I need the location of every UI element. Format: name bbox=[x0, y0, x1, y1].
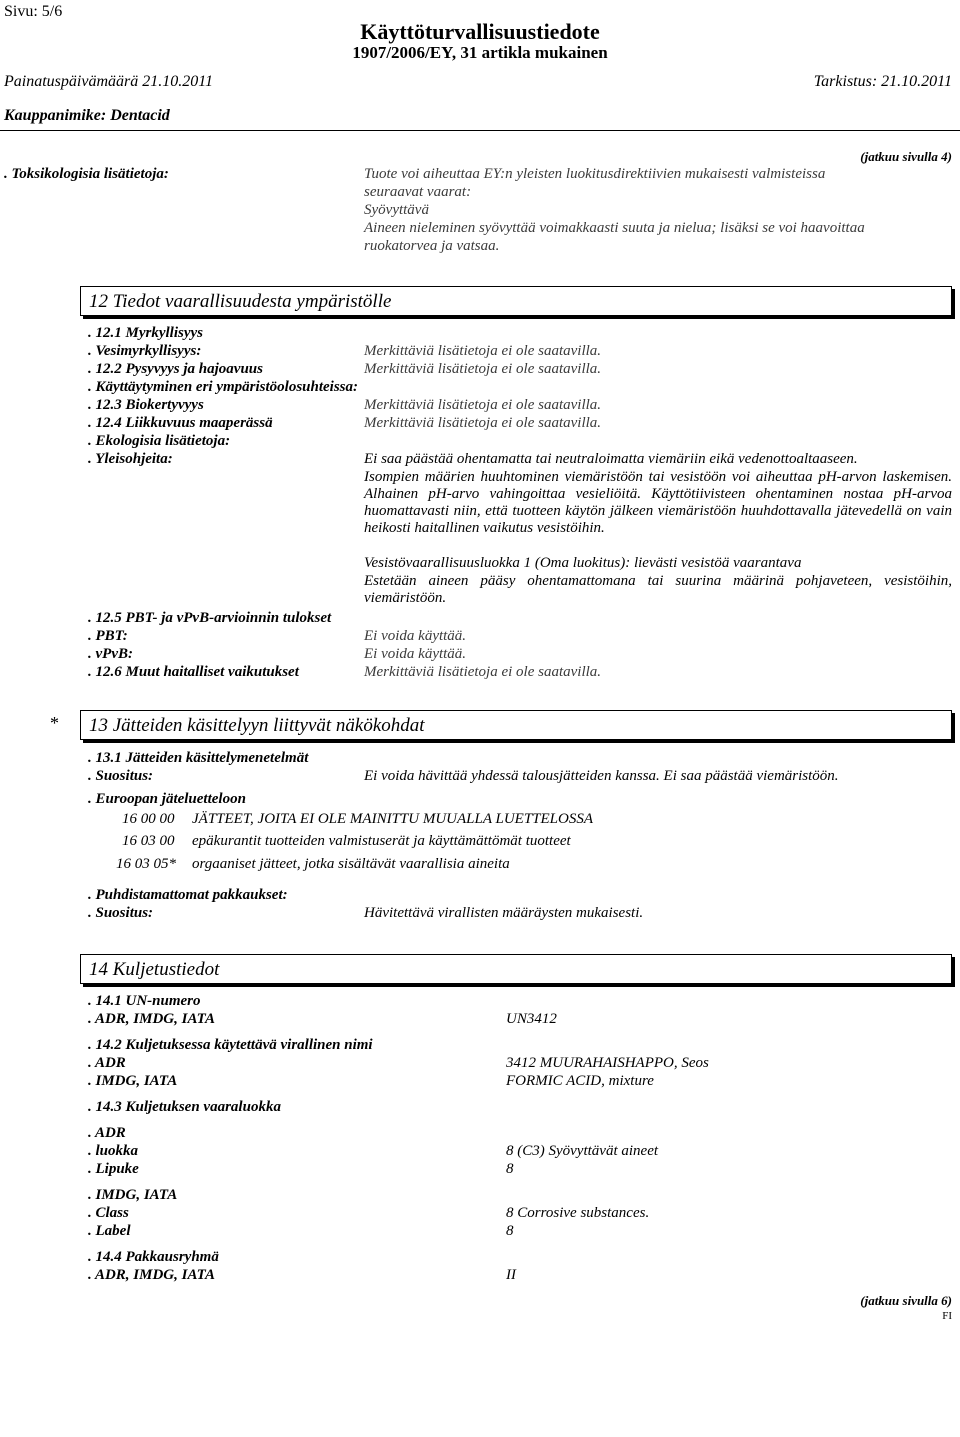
s12-vpvb-value: Ei voida käyttää. bbox=[364, 646, 467, 662]
s14-luokka-label: . luokka bbox=[88, 1143, 139, 1159]
s12-vpvb-label: . vPvB: bbox=[88, 646, 133, 662]
s12-aquatic-value: Merkittäviä lisätietoja ei ole saatavilla. bbox=[364, 343, 602, 359]
s14-adr-value: 3412 MUURAHAISHAPPO, Seos bbox=[506, 1055, 709, 1071]
s14-pack-label: . ADR, IMDG, IATA bbox=[88, 1267, 215, 1283]
section-13-title: 13 Jätteiden käsittelyyn liittyvät näkökohdat bbox=[89, 715, 425, 736]
print-date: Painatuspäivämäärä 21.10.2011 bbox=[4, 73, 214, 90]
s12-pbt-results: . 12.5 PBT- ja vPvB-arvioinnin tulokset bbox=[88, 610, 332, 626]
s12-mobility-value: Merkittäviä lisätietoja ei ole saatavilla. bbox=[364, 415, 602, 431]
tox-line4: Aineen nieleminen syövyttää voimakkaasti suuta ja nielua; lisäksi se voi haavoittaa bbox=[364, 220, 865, 236]
s13-recommendation-value: Ei voida hävittää yhdessä talousjätteiden kanssa. Ei saa päästää viemäristöön. bbox=[364, 768, 839, 784]
s12-general-label: . Yleisohjeita: bbox=[88, 451, 173, 467]
waste-code: 16 00 00 bbox=[122, 811, 175, 827]
s12-general-line1: Ei saa päästää ohentamatta tai neutraloimatta viemäriin eikä vedenottoaltaaseen. bbox=[364, 451, 858, 467]
s12-toxicity: . 12.1 Myrkyllisyys bbox=[88, 325, 203, 341]
s14-pack-value: II bbox=[506, 1267, 516, 1283]
continues-on: (jatkuu sivulla 6) bbox=[860, 1293, 952, 1308]
tox-line3: Syövyttävä bbox=[364, 202, 429, 218]
s14-class-value: 8 Corrosive substances. bbox=[506, 1205, 650, 1221]
tox-line1: Tuote voi aiheuttaa EY:n yleisten luokitusdirektiivien mukaisesti valmisteissa bbox=[364, 166, 826, 182]
s14-class-heading: . 14.3 Kuljetuksen vaaraluokka bbox=[88, 1099, 281, 1115]
s12-aquatic-label: . Vesimyrkyllisyys: bbox=[88, 343, 202, 359]
s12-other-value: Merkittäviä lisätietoja ei ole saatavilla. bbox=[364, 664, 602, 680]
s12-bioaccumulation-value: Merkittäviä lisätietoja ei ole saatavilla. bbox=[364, 397, 602, 413]
s12-mobility-label: . 12.4 Liikkuvuus maaperässä bbox=[88, 415, 273, 431]
s14-name-heading: . 14.2 Kuljetuksessa käytettävä virallinen nimi bbox=[88, 1037, 373, 1053]
continued-from: (jatkuu sivulla 4) bbox=[860, 149, 952, 164]
s14-imdg2-label: . IMDG, IATA bbox=[88, 1187, 178, 1203]
header-divider bbox=[0, 130, 960, 131]
s14-adr-label: . ADR bbox=[88, 1055, 126, 1071]
s13-recommendation2-value: Hävitettävä virallisten määräysten mukaisesti. bbox=[364, 905, 644, 921]
s12-pbt-label: . PBT: bbox=[88, 628, 128, 644]
s13-methods: . 13.1 Jätteiden käsittelymenetelmät bbox=[88, 750, 309, 766]
s12-bioaccumulation-label: . 12.3 Biokertyvyys bbox=[88, 397, 204, 413]
section-13-header bbox=[80, 710, 952, 740]
s14-lipuke-value: 8 bbox=[506, 1161, 514, 1177]
s12-general-para: Isompien määrien huuhtominen viemäristöön tai vesistöön voi aiheuttaa pH-arvon laskemisen. Alhainen pH-arvo vahingoittaa vesieliöitä. Käyttötiivisteen ohentaminen nostaa pH-arvoa huomattavasti niin, että tuotteen käytön jälkeen viemäristöön huuhdottavalla jätevedellä on vain heikosti haitallinen vaikutus vesistöihin. bbox=[364, 469, 952, 536]
section-12-title: 12 Tiedot vaarallisuudesta ympäristölle bbox=[89, 291, 392, 312]
waste-code-text: epäkurantit tuotteiden valmistuserät ja käyttämättömät tuotteet bbox=[192, 833, 571, 849]
waste-code: 16 03 00 bbox=[122, 833, 175, 849]
s14-class-label: . Class bbox=[88, 1205, 129, 1221]
language-code: FI bbox=[942, 1310, 952, 1322]
s13-uncleaned-packaging: . Puhdistamattomat pakkaukset: bbox=[88, 887, 288, 903]
s13-eu-waste-list: . Euroopan jäteluetteloon bbox=[88, 791, 246, 807]
waste-code-text: orgaaniset jätteet, jotka sisältävät vaarallisia aineita bbox=[192, 856, 510, 872]
s14-imdg-value: FORMIC ACID, mixture bbox=[506, 1073, 654, 1089]
s13-recommendation-label: . Suositus: bbox=[88, 768, 154, 784]
s12-behaviour: . Käyttäytyminen eri ympäristöolosuhteissa: bbox=[88, 379, 359, 395]
s12-pbt-value: Ei voida käyttää. bbox=[364, 628, 467, 644]
s14-label-value: 8 bbox=[506, 1223, 514, 1239]
waste-code: 16 03 05* bbox=[116, 856, 176, 872]
s12-persistence-label: . 12.2 Pysyvyys ja hajoavuus bbox=[88, 361, 263, 377]
s12-water-hazard-class: Vesistövaarallisuusluokka 1 (Oma luokitus): lievästi vesistöä vaarantava bbox=[364, 555, 802, 571]
s12-eco-info: . Ekologisia lisätietoja: bbox=[88, 433, 231, 449]
s14-un-value: UN3412 bbox=[506, 1011, 557, 1027]
s14-adr2-label: . ADR bbox=[88, 1125, 126, 1141]
tox-label: . Toksikologisia lisätietoja: bbox=[4, 166, 169, 182]
page-number: Sivu: 5/6 bbox=[4, 3, 63, 20]
s14-label-label: . Label bbox=[88, 1223, 131, 1239]
s12-groundwater: Estetään aineen pääsy ohentamattomana tai suurina määrinä pohjaveteen, vesistöihin, viemäristöön. bbox=[364, 573, 952, 606]
revision-date: Tarkistus: 21.10.2011 bbox=[813, 73, 952, 90]
s14-un-heading: . 14.1 UN-numero bbox=[88, 993, 201, 1009]
tox-line2: seuraavat vaarat: bbox=[364, 184, 472, 200]
s12-other-label: . 12.6 Muut haitalliset vaikutukset bbox=[88, 664, 299, 680]
s14-luokka-value: 8 (C3) Syövyttävät aineet bbox=[506, 1143, 659, 1159]
revision-marker: * bbox=[50, 713, 59, 733]
trade-name: Kauppanimike: Dentacid bbox=[4, 107, 170, 124]
section-12-header bbox=[80, 286, 952, 316]
document-subtitle: 1907/2006/EY, 31 artikla mukainen bbox=[352, 43, 608, 62]
s13-recommendation2-label: . Suositus: bbox=[88, 905, 154, 921]
s14-pack-heading: . 14.4 Pakkausryhmä bbox=[88, 1249, 219, 1265]
s14-imdg-label: . IMDG, IATA bbox=[88, 1073, 178, 1089]
s14-lipuke-label: . Lipuke bbox=[88, 1161, 139, 1177]
tox-line5: ruokatorvea ja vatsaa. bbox=[364, 238, 500, 254]
section-14-title: 14 Kuljetustiedot bbox=[89, 959, 220, 980]
section-14-header bbox=[80, 954, 952, 984]
document-title: Käyttöturvallisuustiedote bbox=[360, 19, 600, 44]
s14-un-label: . ADR, IMDG, IATA bbox=[88, 1011, 215, 1027]
waste-code-text: JÄTTEET, JOITA EI OLE MAINITTU MUUALLA LUETTELOSSA bbox=[192, 811, 594, 827]
s12-persistence-value: Merkittäviä lisätietoja ei ole saatavilla. bbox=[364, 361, 602, 377]
